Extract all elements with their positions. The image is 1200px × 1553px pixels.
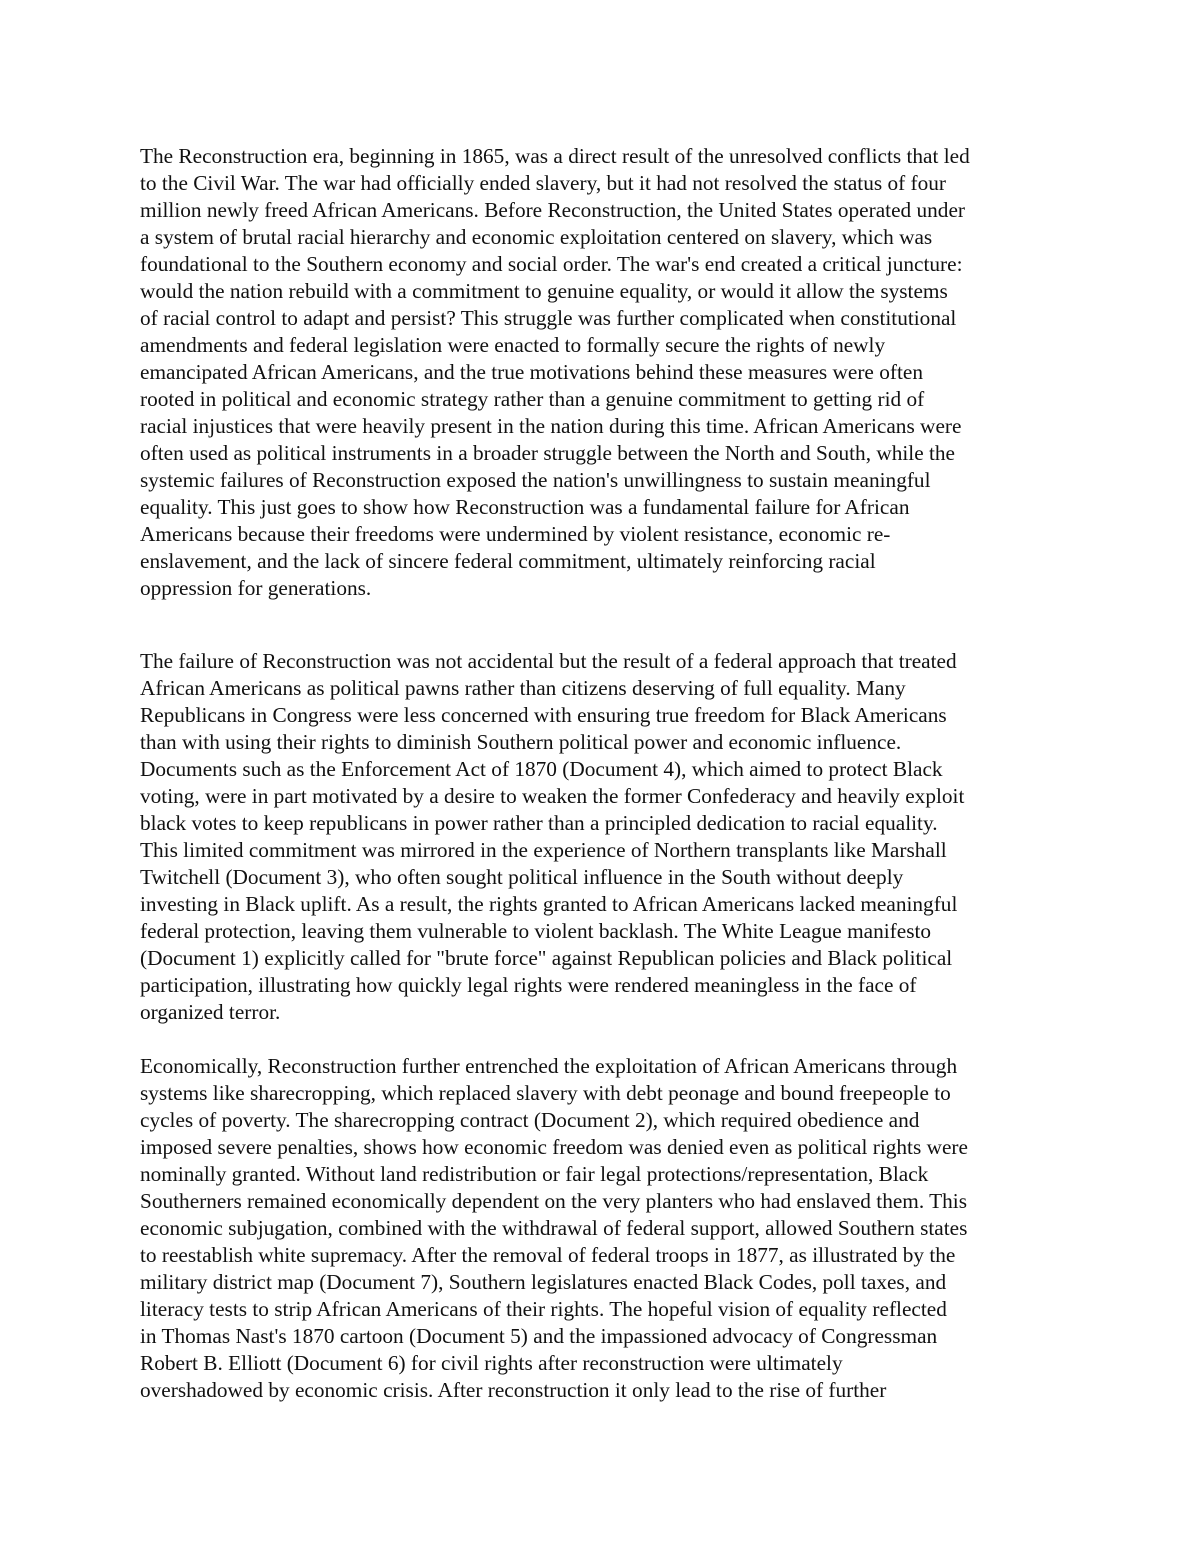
text-line: in Thomas Nast's 1870 cartoon (Document 5) and the impassioned advocacy of Congressman	[140, 1324, 938, 1348]
text-line: Economically, Reconstruction further entrenched the exploitation of African Americans through	[140, 1054, 958, 1078]
text-line: amendments and federal legislation were enacted to formally secure the rights of newly	[140, 333, 886, 357]
text-line: systemic failures of Reconstruction exposed the nation's unwillingness to sustain meaningful	[140, 468, 931, 492]
text-line: military district map (Document 7), Southern legislatures enacted Black Codes, poll taxes, and	[140, 1270, 947, 1294]
text-line: participation, illustrating how quickly legal rights were rendered meaningless in the face of	[140, 973, 917, 997]
text-line: overshadowed by economic crisis. After reconstruction it only lead to the rise of further	[140, 1378, 887, 1402]
text-line: would the nation rebuild with a commitment to genuine equality, or would it allow the systems	[140, 279, 948, 303]
text-line: Southerners remained economically dependent on the very planters who had enslaved them. This	[140, 1189, 967, 1213]
text-line: Twitchell (Document 3), who often sought political influence in the South without deeply	[140, 865, 904, 889]
text-line: The failure of Reconstruction was not accidental but the result of a federal approach that treated	[140, 649, 957, 673]
text-line: emancipated African Americans, and the true motivations behind these measures were often	[140, 360, 923, 384]
text-line: Republicans in Congress were less concerned with ensuring true freedom for Black Americans	[140, 703, 947, 727]
text-line: black votes to keep republicans in power rather than a principled dedication to racial equality.	[140, 811, 938, 835]
text-line: foundational to the Southern economy and social order. The war's end created a critical juncture:	[140, 252, 963, 276]
text-line: rooted in political and economic strategy rather than a genuine commitment to getting rid of	[140, 387, 925, 411]
paragraph-2	[140, 648, 1065, 1026]
paragraph-3	[140, 1053, 1065, 1404]
text-line: economic subjugation, combined with the withdrawal of federal support, allowed Southern states	[140, 1216, 968, 1240]
text-line: imposed severe penalties, shows how economic freedom was denied even as political rights were	[140, 1135, 968, 1159]
text-line: The Reconstruction era, beginning in 1865, was a direct result of the unresolved conflicts that led	[140, 144, 970, 168]
text-line: Robert B. Elliott (Document 6) for civil rights after reconstruction were ultimately	[140, 1351, 843, 1375]
text-line: organized terror.	[140, 1000, 281, 1024]
text-line: equality. This just goes to show how Reconstruction was a fundamental failure for African	[140, 495, 910, 519]
paragraph-spacer	[140, 602, 1065, 648]
paragraph-spacer	[140, 1026, 1065, 1053]
text-line: systems like sharecropping, which replaced slavery with debt peonage and bound freepeople to	[140, 1081, 951, 1105]
text-line: (Document 1) explicitly called for "brute force" against Republican policies and Black political	[140, 946, 953, 970]
text-line: million newly freed African Americans. Before Reconstruction, the United States operated under	[140, 198, 965, 222]
text-line: Americans because their freedoms were undermined by violent resistance, economic re-	[140, 522, 891, 546]
text-line: racial injustices that were heavily present in the nation during this time. African Americans were	[140, 414, 962, 438]
text-line: federal protection, leaving them vulnerable to violent backlash. The White League manifesto	[140, 919, 932, 943]
paragraph-1	[140, 143, 1065, 602]
text-line: voting, were in part motivated by a desire to weaken the former Confederacy and heavily exploit	[140, 784, 965, 808]
text-line: cycles of poverty. The sharecropping contract (Document 2), which required obedience and	[140, 1108, 920, 1132]
text-line: oppression for generations.	[140, 576, 372, 600]
text-line: of racial control to adapt and persist? This struggle was further complicated when constitutional	[140, 306, 957, 330]
text-line: to the Civil War. The war had officially ended slavery, but it had not resolved the status of four	[140, 171, 946, 195]
text-line: nominally granted. Without land redistribution or fair legal protections/representation, Black	[140, 1162, 929, 1186]
text-line: Documents such as the Enforcement Act of 1870 (Document 4), which aimed to protect Black	[140, 757, 943, 781]
text-line: literacy tests to strip African Americans of their rights. The hopeful vision of equality reflected	[140, 1297, 947, 1321]
text-line: investing in Black uplift. As a result, the rights granted to African Americans lacked meaningful	[140, 892, 958, 916]
text-line: a system of brutal racial hierarchy and economic exploitation centered on slavery, which was	[140, 225, 933, 249]
text-line: enslavement, and the lack of sincere federal commitment, ultimately reinforcing racial	[140, 549, 876, 573]
text-line: African Americans as political pawns rather than citizens deserving of full equality. Many	[140, 676, 906, 700]
text-line: to reestablish white supremacy. After the removal of federal troops in 1877, as illustrated by the	[140, 1243, 956, 1267]
text-line: often used as political instruments in a broader struggle between the North and South, while the	[140, 441, 956, 465]
document-body	[140, 143, 1065, 1404]
text-line: This limited commitment was mirrored in the experience of Northern transplants like Marshall	[140, 838, 947, 862]
text-line: than with using their rights to diminish Southern political power and economic influence.	[140, 730, 902, 754]
